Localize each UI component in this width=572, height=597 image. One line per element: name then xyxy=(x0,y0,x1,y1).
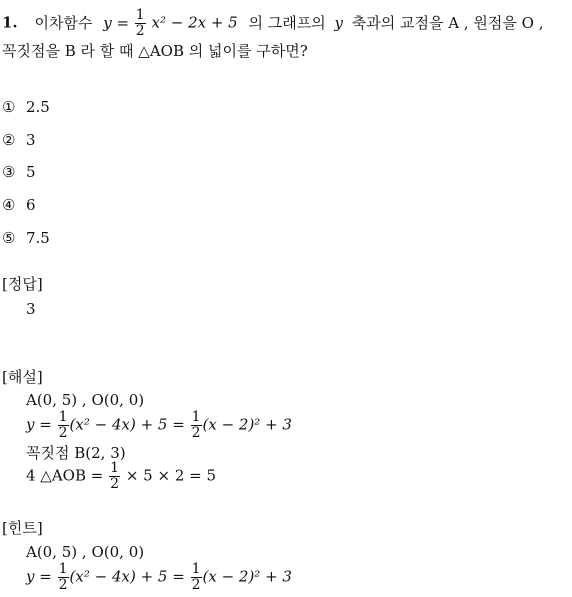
question-line-2: 꼭짓점을 B 라 할 때 △AOB 의 넓이를 구하면? xyxy=(2,42,308,60)
hint-frac-2-den: 2 xyxy=(191,577,201,593)
question-line-1 xyxy=(2,8,543,39)
solution-frac-1-den: 2 xyxy=(58,425,68,441)
solution-frac-3-den: 2 xyxy=(110,476,120,492)
solution-line-3: 꼭짓점 B(2, 3) xyxy=(26,444,126,462)
option-2-value: 3 xyxy=(26,131,36,149)
question-number: 1. xyxy=(2,13,18,32)
question-fraction xyxy=(135,8,146,39)
hint-label: [힌트] xyxy=(2,519,43,537)
question-var-y: y xyxy=(334,13,343,32)
solution-eq-mid: (x² − 4x) + 5 = xyxy=(69,415,185,434)
solution-frac-1-num: 1 xyxy=(58,409,68,425)
option-2[interactable] xyxy=(2,131,36,149)
option-1-value: 2.5 xyxy=(26,98,50,116)
hint-frac-1-num: 1 xyxy=(58,561,68,577)
question-stem-1: 이차함수 xyxy=(34,13,93,32)
hint-fraction-2 xyxy=(191,562,202,593)
hint-fraction-1 xyxy=(58,562,69,593)
option-5[interactable] xyxy=(2,229,50,247)
question-stem-2: 의 그래프의 xyxy=(248,13,326,32)
answer-value: 3 xyxy=(26,300,36,318)
hint-frac-2-num: 1 xyxy=(191,561,201,577)
option-3[interactable] xyxy=(2,163,36,181)
solution-frac-2-den: 2 xyxy=(191,425,201,441)
question-eq-rhs: x² − 2x + 5 xyxy=(151,13,238,32)
solution-label: [해설] xyxy=(2,368,43,386)
solution-eq-rhs: (x − 2)² + 3 xyxy=(202,415,292,434)
solution-frac-2-num: 1 xyxy=(191,409,201,425)
option-3-value: 5 xyxy=(26,163,36,181)
solution-line-4 xyxy=(26,461,216,492)
option-4-mark: ④ xyxy=(2,196,16,214)
option-2-mark: ② xyxy=(2,131,16,149)
hint-line-2 xyxy=(26,562,292,593)
hint-eq-rhs: (x − 2)² + 3 xyxy=(202,567,292,586)
solution-area-lhs: 4 △AOB = xyxy=(26,466,104,485)
option-1[interactable] xyxy=(2,98,50,116)
option-4[interactable] xyxy=(2,196,36,214)
option-5-value: 7.5 xyxy=(26,229,50,247)
answer-label: [정답] xyxy=(2,275,43,293)
solution-fraction-3 xyxy=(109,461,120,492)
question-eq-lhs: y = xyxy=(103,13,130,32)
solution-line-2 xyxy=(26,410,292,441)
hint-line-1: A(0, 5) , O(0, 0) xyxy=(26,543,145,561)
solution-line-1: A(0, 5) , O(0, 0) xyxy=(26,391,145,409)
question-frac-num: 1 xyxy=(135,7,145,23)
question-frac-den: 2 xyxy=(135,23,145,39)
option-4-value: 6 xyxy=(26,196,36,214)
solution-eq-lhs: y = xyxy=(26,415,52,434)
solution-fraction-2 xyxy=(191,410,202,441)
question-stem-3: 축과의 교점을 A , 원점을 O , xyxy=(351,13,544,32)
solution-area-rhs: × 5 × 2 = 5 xyxy=(125,466,217,485)
hint-eq-mid: (x² − 4x) + 5 = xyxy=(69,567,185,586)
option-5-mark: ⑤ xyxy=(2,229,16,247)
option-1-mark: ① xyxy=(2,98,16,116)
hint-eq-lhs: y = xyxy=(26,567,52,586)
option-3-mark: ③ xyxy=(2,163,16,181)
solution-fraction-1 xyxy=(58,410,69,441)
solution-frac-3-num: 1 xyxy=(110,460,120,476)
hint-frac-1-den: 2 xyxy=(58,577,68,593)
